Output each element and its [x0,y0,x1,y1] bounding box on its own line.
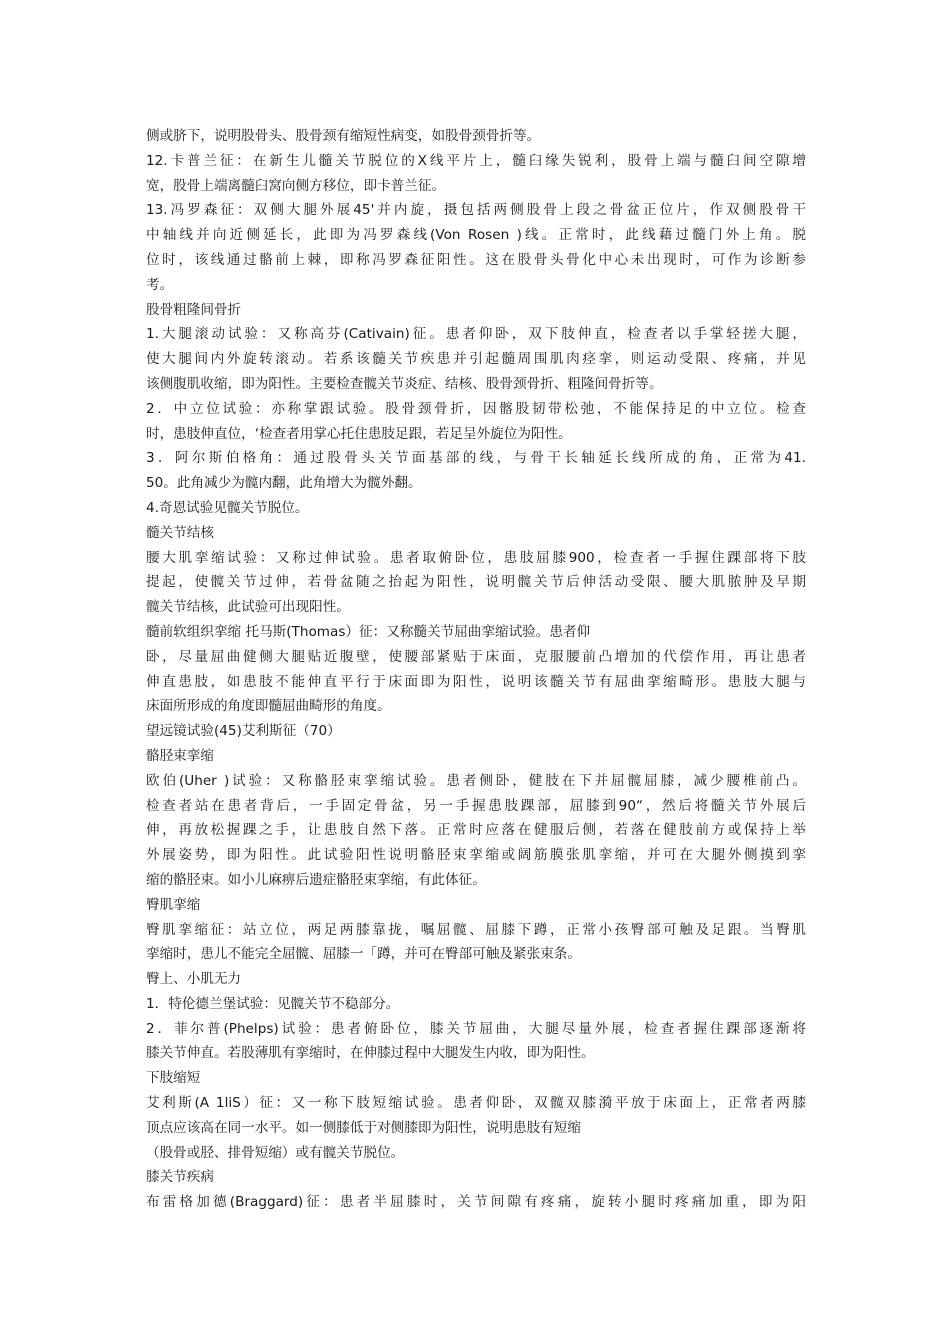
document-page [146,124,806,1215]
text-line: 侧或脐下，说明股骨头、股骨颈有缩短性病变，如股骨颈骨折等。 [146,128,541,144]
text-line: 2．菲尔普(Phelps)试验：患者俯卧位，膝关节屈曲，大腿尽量外展，检查者握住踝部逐渐将 [146,1020,806,1037]
text-line: 时，患肢伸直位，‘检查者用掌心托住患肢足跟，若足呈外旋位为阳性。 [146,425,572,442]
text-line: 伸，再放松握踝之手，让患肢自然下落。正常时应落在健服后侧，若落在健肢前方或保持上举 [146,822,806,839]
text-line: 12.卡普兰征：在新生儿髓关节脱位的X线平片上，髓臼缘失锐利，股骨上端与髓臼间空隙增 [146,152,806,169]
text-line: 艾利斯(A 1liS）征：又一称下肢短缩试验。患者仰卧，双髋双膝漪平放于床面上，正常者两膝 [146,1095,806,1112]
text-line: 伸直患肢，如患肢不能伸直平行于床面即为阳性，说明该髓关节有屈曲挛缩畸形。患肢大腿与 [146,673,806,690]
text-line: 髓关节结核 [146,524,214,541]
text-line: 使大腿间内外旋转滚动。若系该髓关节疾患并引起髓周围肌肉痉挛，则运动受限、疼痛，并见 [146,351,806,368]
text-line: 考。 [146,276,174,293]
text-line: （股骨或胫、排骨短缩）或有髋关节脱位。 [146,1144,405,1161]
text-line: 位时，该线通过骼前上棘，即称冯罗森征阳性。这在股骨头骨化中心未出现时，可作为诊断参 [146,251,806,268]
text-line: 股骨粗隆间骨折 [146,301,242,318]
text-line: 宽，股骨上端离髓臼窝向侧方移位，即卡普兰征。 [146,177,446,194]
text-line: 4.奇恩试验见髋关节脱位。 [146,499,309,516]
text-line: 检查者站在患者背后，一手固定骨盆，另一手握患肢踝部，屈膝到90“，然后将髓关节外展后 [146,797,806,814]
document-body [146,124,806,1215]
text-line: 中轴线并向近侧延长，此即为冯罗森线(Von Rosen )线。正常时，此线藉过髓门外上角。脱 [146,227,806,244]
text-line: 3．阿尔斯伯格角：通过股骨头关节面基部的线，与骨干长轴延长线所成的角，正常为41. [146,450,806,467]
text-line: 腰大肌挛缩试验：又称过伸试验。患者取俯卧位，患肢屈膝900，检查者一手握住踝部将下肢 [146,549,806,566]
text-line: 膝关节疾病 [146,1169,214,1186]
text-line: 望远镜试验(45)艾利斯征（70） [146,723,341,740]
text-line: 1．特伦德兰堡试验：见髋关节不稳部分。 [146,995,400,1012]
text-line: 顶点应该高在同一水平。如一侧膝低于对侧膝即为阳性，说明患肢有短缩 [146,1119,581,1136]
text-line: 布雷格加德(Braggard)征：患者半屈膝时，关节间隙有疼痛，旋转小腿时疼痛加重，即为阳 [146,1194,806,1211]
text-line: 挛缩时，患儿不能完全屈髋、屈膝一「蹲，并可在臀部可触及紧张束条。 [146,946,581,963]
text-line: 欧伯(Uher )试验：又称骼胫束挛缩试验。患者侧卧，健肢在下并屈髋屈膝，减少腰椎前凸。 [146,772,806,789]
text-line: 骼胫束挛缩 [146,747,214,764]
text-line: 臀肌挛缩 [146,896,201,913]
text-line: 髓前软组织挛缩 托马斯(Thomas）征：又称髓关节屈曲挛缩试验。患者仰 [146,623,591,640]
text-line: 提起，使髋关节过伸，若骨盆随之抬起为阳性，说明髋关节后伸活动受限、腰大肌脓肿及早期 [146,574,806,591]
text-line: 卧，尽量屈曲健侧大腿贴近腹壁，使腰部紧贴于床面，克服腰前凸增加的代偿作用，再让患者 [146,648,806,665]
text-line: 膝关节伸直。若股薄肌有挛缩时，在伸膝过程中大腿发生内收，即为阳性。 [146,1045,595,1062]
text-line: 缩的骼胫束。如小儿麻痹后遗症骼胫束挛缩，有此体征。 [146,871,486,888]
text-line: 13.冯罗森征：双侧大腿外展45'并内旋，摄包括两侧股骨上段之骨盆正位片，作双侧股骨干 [146,202,806,219]
text-line: 2．中立位试验：亦称掌跟试验。股骨颈骨折，因髂股韧带松弛，不能保持足的中立位。检查 [146,400,806,417]
text-line: 床面所形成的角度即髓屈曲畸形的角度。 [146,698,391,715]
text-line: 下肢缩短 [146,1070,201,1087]
text-line: 该侧腹肌收缩，即为阳性。主要检查髋关节炎症、结核、股骨颈骨折、粗隆间骨折等。 [146,375,663,392]
text-line: 髋关节结核，此试验可出现阳性。 [146,599,350,616]
text-line: 臀肌挛缩征：站立位，两足两膝靠拢，嘱屈髋、屈膝下蹲，正常小孩臀部可触及足跟。当臀肌 [146,921,806,938]
text-line: 50。此角减少为髋内翻，此角增大为髋外翻。 [146,475,422,492]
text-line: 臀上、小肌无力 [146,971,242,988]
text-line: 外展姿势，即为阳性。此试验阳性说明骼胫束挛缩或阔筋膜张肌挛缩，并可在大腿外侧摸到挛 [146,847,806,864]
text-line: 1.大腿滚动试验：又称高芬(Cativain)征。患者仰卧，双下肢伸直，检查者以手掌轻搓大腿， [146,326,806,343]
